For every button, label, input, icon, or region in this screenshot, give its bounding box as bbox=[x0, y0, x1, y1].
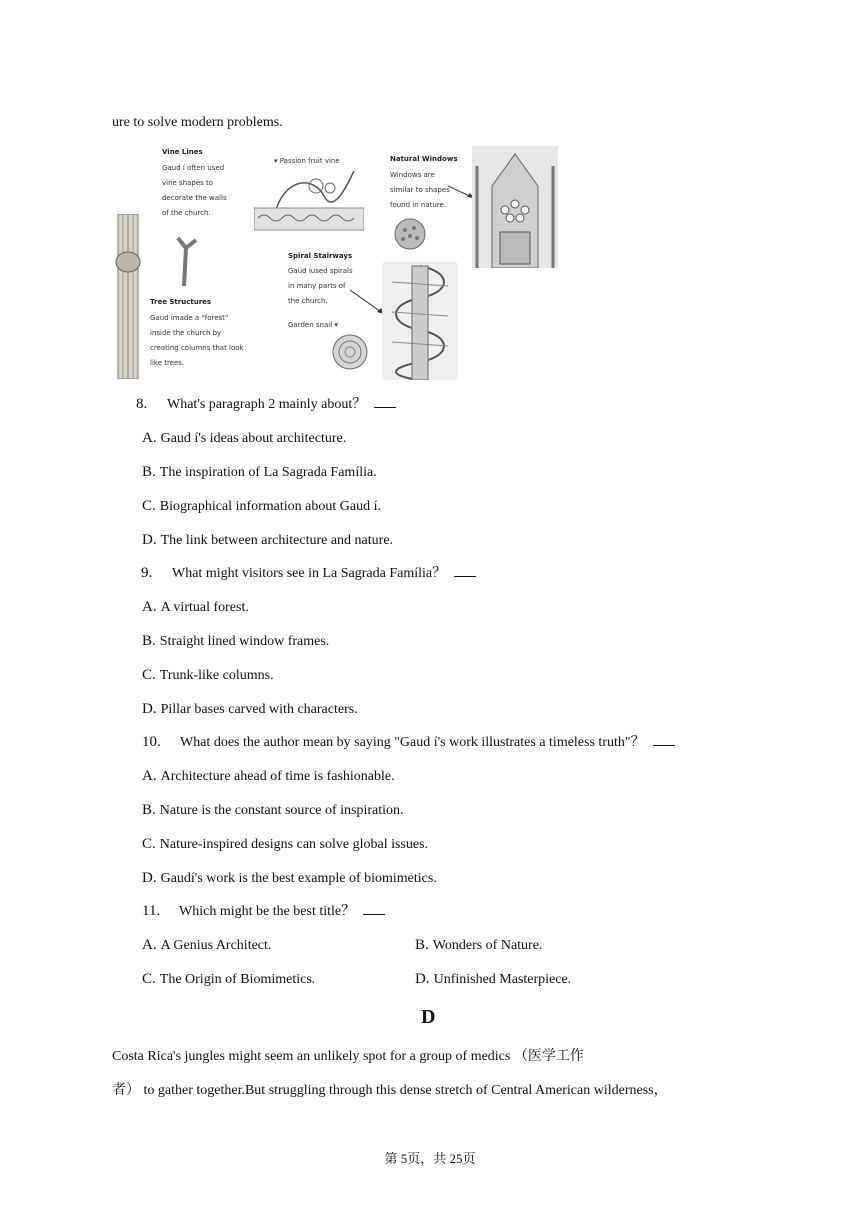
spiral-stairways-text: Gaud íused spirals in many parts of the church. bbox=[288, 267, 353, 305]
vine-illustration-icon bbox=[254, 166, 364, 234]
option-8a: A. Gaud í's ideas about architecture. bbox=[142, 430, 347, 446]
option-10a: A. Architecture ahead of time is fashionable. bbox=[142, 768, 395, 784]
snail-shell-icon bbox=[330, 332, 370, 372]
natural-windows-text: Windows are similar to shapes found in nature. bbox=[390, 171, 450, 209]
answer-blank bbox=[454, 564, 476, 577]
branch-icon bbox=[174, 236, 200, 286]
spiral-stairways-title: Spiral Stairways bbox=[288, 252, 353, 260]
answer-blank bbox=[374, 395, 396, 408]
option-8d: D. The link between architecture and nature. bbox=[142, 532, 394, 548]
option-8b: B. The inspiration of La Sagrada Família. bbox=[142, 464, 377, 480]
option-9a: A. A virtual forest. bbox=[142, 599, 249, 615]
option-11c: C. The Origin of Biomimetics. bbox=[142, 971, 316, 987]
option-11a: A. A Genius Architect. bbox=[142, 937, 272, 953]
gaudi-nature-figure bbox=[112, 140, 562, 380]
tree-structures-title: Tree Structures bbox=[150, 298, 212, 306]
option-9b: B. Straight lined window frames. bbox=[142, 633, 330, 649]
page-number: 第 5页，共 25页 bbox=[384, 1151, 476, 1166]
section-heading: D bbox=[421, 1006, 436, 1028]
tree-column-icon bbox=[112, 214, 144, 379]
option-11d: D. Unfinished Masterpiece. bbox=[415, 971, 572, 987]
option-9d: D. Pillar bases carved with characters. bbox=[142, 701, 358, 717]
natural-windows-title: Natural Windows bbox=[390, 155, 458, 163]
vine-lines-text: Gaud í often used vine shapes to decorate the walls of the church. bbox=[162, 164, 227, 217]
seed-pod-icon bbox=[392, 216, 428, 252]
tree-structures-text: Gaud ímade a “forest” inside the church by creating columns that look like trees. bbox=[150, 314, 244, 367]
option-9c: C. Trunk-like columns. bbox=[142, 667, 274, 683]
passion-fruit-label: ▾ Passion fruit vine bbox=[274, 157, 340, 165]
option-10c: C. Nature-inspired designs can solve global issues. bbox=[142, 836, 429, 852]
option-10d: D. Gaudí's work is the best example of biomimetics. bbox=[142, 870, 437, 886]
passage-line: 者） to gather together.But struggling through this dense stretch of Central American wilderness， bbox=[112, 1083, 668, 1098]
passage-line: Costa Rica's jungles might seem an unlikely spot for a group of medics （医学工作 bbox=[112, 1049, 584, 1064]
answer-blank bbox=[653, 733, 675, 746]
vine-lines-title: Vine Lines bbox=[162, 148, 203, 156]
option-10b: B. Nature is the constant source of inspiration. bbox=[142, 802, 404, 818]
question-8: 8. What's paragraph 2 mainly about？ bbox=[136, 395, 396, 414]
option-11b: B. Wonders of Nature. bbox=[415, 937, 543, 953]
question-11: 11. Which might be the best title？ bbox=[142, 902, 385, 921]
answer-blank bbox=[363, 902, 385, 915]
question-10: 10. What does the author mean by saying "Gaud í's work illustrates a timeless truth"？ bbox=[142, 733, 675, 752]
church-window-icon bbox=[472, 146, 558, 268]
spiral-staircase-icon bbox=[382, 262, 458, 380]
passage-fragment: ure to solve modern problems. bbox=[112, 115, 283, 130]
option-8c: C. Biographical information about Gaud í. bbox=[142, 498, 381, 514]
garden-snail-label: Garden snail ▾ bbox=[288, 321, 338, 329]
question-9: 9. What might visitors see in La Sagrada Família？ bbox=[141, 564, 476, 583]
